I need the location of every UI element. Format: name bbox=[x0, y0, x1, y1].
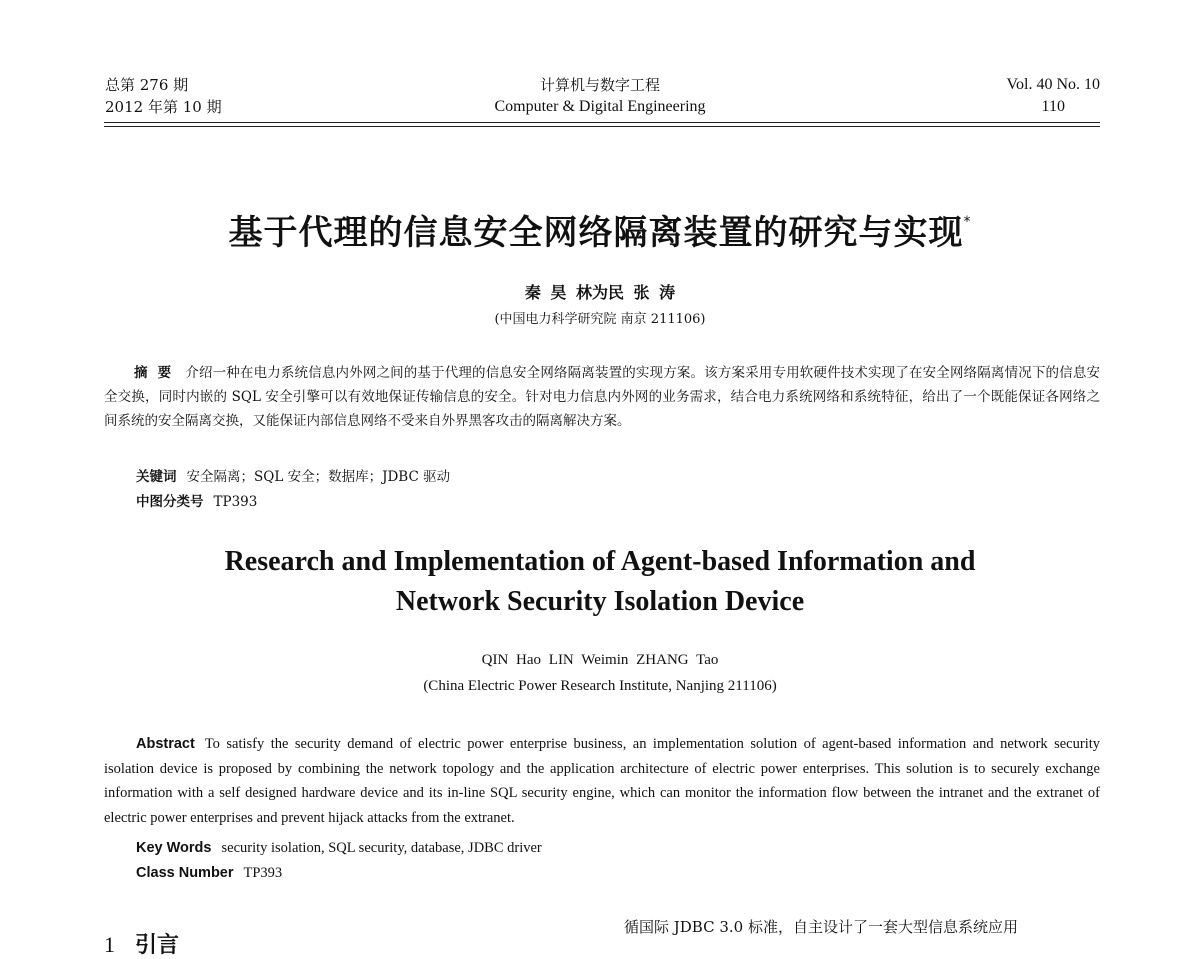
body-text-fragment: 循国际 JDBC 3.0 标准，自主设计了一套大型信息系统应用 bbox=[624, 918, 1018, 936]
affiliation-zh: (中国电力科学研究院 南京 211106) bbox=[494, 312, 706, 327]
keywords-zh-text: 安全隔离；SQL 安全；数据库；JDBC 驱动 bbox=[186, 469, 451, 485]
journal-name-en: Computer & Digital Engineering bbox=[494, 98, 706, 115]
title-en-line1: Research and Implementation of Agent-based Information and bbox=[224, 546, 976, 577]
class-number-zh-label: 中图分类号 bbox=[136, 494, 204, 510]
header-journal bbox=[400, 74, 800, 118]
keywords-en-text: security isolation, SQL security, database, JDBC driver bbox=[221, 840, 542, 856]
header-issue-info bbox=[105, 74, 222, 118]
header-volume-info bbox=[1007, 74, 1101, 118]
issue-total: 总第 276 期 bbox=[105, 76, 189, 94]
class-number-en bbox=[136, 862, 1096, 884]
section-number: 1 bbox=[104, 932, 115, 957]
keywords-zh bbox=[136, 466, 1096, 488]
header-rule-top bbox=[104, 122, 1100, 123]
issue-year: 2012 年第 10 期 bbox=[105, 98, 222, 116]
title-en bbox=[100, 542, 1100, 622]
section-title: 引言 bbox=[135, 933, 180, 958]
abstract-zh-text: 介绍一种在电力系统信息内外网之间的基于代理的信息安全网络隔离装置的实现方案。该方案采用专用软硬件技术实现了在安全网络隔离情况下的信息安全交换，同时内嵌的 SQL 安全引擎可以有效地保证传输信息的安全。针对电力信息内外网的业务需求，结合电力系统网络和系统特征，给出了一个既能保证各网络之间系统的安全隔离交换，又能保证内部信息网络不受来自外界黑客攻击的隔离解决方案。 bbox=[104, 365, 1101, 429]
keywords-zh-label: 关键词 bbox=[136, 469, 177, 485]
affiliation-en: (China Electric Power Research Institute, Nanjing 211106) bbox=[423, 678, 777, 694]
class-number-en-text: TP393 bbox=[243, 865, 283, 881]
abstract-en-text: To satisfy the security demand of electric power enterprise business, an implementation solution of agent-based information and network security isolation device is proposed by combining the network topology and the application architecture of electric power enterprises. This solution is to securely exchange information with a self designed hardware device and its in-line SQL security engine, which can monitor the information flow between the intranet and the extranet of electric power enterprises and prevent hijack attacks from the extranet. bbox=[104, 736, 1100, 826]
abstract-zh-label: 摘要 bbox=[134, 365, 182, 381]
class-number-en-label: Class Number bbox=[136, 865, 234, 881]
keywords-en bbox=[136, 837, 1096, 859]
journal-name-zh: 计算机与数字工程 bbox=[539, 76, 660, 94]
header-rule-bottom bbox=[104, 126, 1100, 127]
title-en-line2: Network Security Isolation Device bbox=[395, 586, 805, 617]
class-number-zh bbox=[136, 491, 1096, 513]
title-footnote-mark: * bbox=[963, 214, 972, 230]
title-zh-text: 基于代理的信息安全网络隔离装置的研究与实现 bbox=[228, 213, 964, 253]
authors-en: QIN Hao LIN Weimin ZHANG Tao bbox=[481, 652, 719, 668]
volume-number: Vol. 40 No. 10 bbox=[1006, 76, 1100, 93]
title-zh bbox=[100, 205, 1100, 254]
class-number-zh-text: TP393 bbox=[213, 494, 258, 510]
page-number: 110 bbox=[1041, 98, 1065, 115]
abstract-en-label: Abstract bbox=[136, 736, 195, 752]
authors-zh: 秦 昊 林为民 张 涛 bbox=[524, 283, 676, 302]
abstract-en bbox=[104, 732, 1100, 830]
section-heading-introduction bbox=[104, 928, 179, 959]
keywords-en-label: Key Words bbox=[136, 840, 212, 856]
abstract-zh bbox=[104, 361, 1100, 433]
